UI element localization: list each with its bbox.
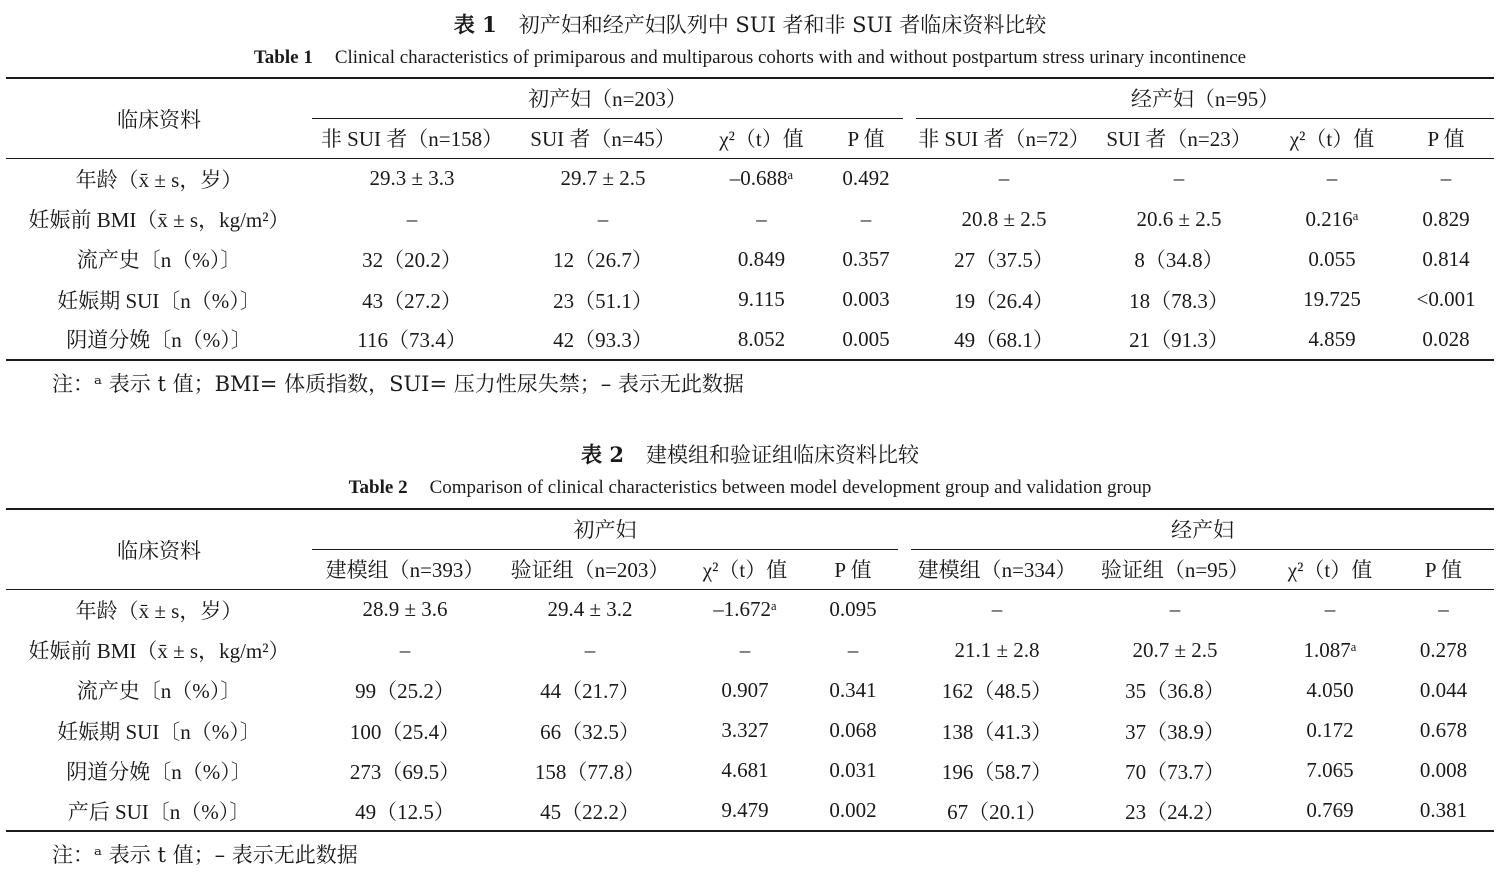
table1-gap [903,78,916,118]
table-cell: 0.849 [737,246,786,271]
table-cell: 21.1 ± 2.8 [954,637,1040,662]
table-cell: 9.115 [738,287,785,312]
table1-col-header: P 值 [829,118,903,158]
table-row [6,630,1494,670]
table-cell: 0.003 [842,287,890,312]
table-cell: 67（20.1） [911,791,1083,831]
table1-title-en: Clinical characteristics of primiparous and multiparous cohorts with and without postpartum stress urinary incontinence [334,47,1247,68]
table1 [6,77,1494,361]
table-gap [903,320,916,360]
table-cell: 0.492 [842,166,890,191]
table-cell: 43（27.2） [362,288,462,313]
table-cell: 7.065 [1306,758,1354,783]
table-row [6,320,1494,360]
table-gap [898,791,911,831]
row-label: 阴道分娩〔n（%）〕 [6,320,312,360]
table-cell: 273（69.5） [349,759,461,784]
table-gap [898,590,911,630]
table-row [6,590,1494,630]
table-gap [898,630,911,670]
table-cell: 0.678 [1419,718,1468,743]
table-cell: –1.672ᵃ [713,597,777,622]
table-cell: – [847,637,859,662]
table2-gap [898,509,911,549]
table-row [6,279,1494,319]
table2-col-header: χ²（t）值 [1267,549,1393,589]
table-gap [903,279,916,319]
table-cell: – [1438,597,1449,622]
table-cell: 100（25.4） [349,719,461,744]
table-cell: 66（32.5） [540,719,640,744]
table2-col-header: 验证组（n=203） [498,549,682,589]
table-cell: – [998,166,1010,191]
table2-col-header: P 值 [1393,549,1494,589]
row-label: 产后 SUI〔n（%）〕 [6,791,312,831]
table1-group-primiparous: 初产妇（n=203） [312,78,903,118]
table1-col-header: SUI 者（n=23） [1092,118,1266,158]
table-row [6,199,1494,239]
table-cell: 196（58.7） [941,759,1053,784]
table-gap [903,239,916,279]
table-cell: 4.050 [1306,677,1354,702]
table-cell: 49（68.1） [916,320,1092,360]
table-cell: 70（73.7） [1125,759,1225,784]
table-cell: 0.008 [1419,758,1468,783]
row-label: 妊娠期 SUI〔n（%）〕 [57,719,261,744]
table-cell: 28.9 ± 3.6 [362,597,448,622]
table-cell: 162（48.5） [941,679,1053,704]
table-gap [898,710,911,750]
table-cell: 0.172 [1306,718,1354,743]
table1-caption-en [0,46,1500,70]
table1-note: 注：ᵃ 表示 t 值；BMI= 体质指数，SUI= 压力性尿失禁；– 表示无此数据 [52,372,744,396]
table2-title-cn: 建模组和验证组临床资料比较 [645,443,919,467]
table-cell: 8.052 [694,320,829,360]
table1-group-multiparous: 经产妇（n=95） [916,78,1494,118]
table-cell: 49（12.5） [312,791,498,831]
table-cell: 12（26.7） [553,248,653,273]
row-label: 妊娠期 SUI〔n（%）〕 [57,288,261,313]
table-cell: 23（51.1） [553,288,653,313]
table-cell: – [860,206,872,231]
table-cell: 44（21.7） [540,679,640,704]
table-cell: 0.814 [1422,246,1470,271]
table-cell: 3.327 [721,718,769,743]
table-cell: 27（37.5） [954,248,1054,273]
table-cell: 0.055 [1308,246,1356,271]
table-gap [903,159,916,199]
table-gap [903,199,916,239]
table-cell: 0.357 [842,246,890,271]
table-cell: – [991,597,1003,622]
table-cell: 18（78.3） [1129,288,1229,313]
table2-group-multiparous: 经产妇 [911,509,1494,549]
table2-header-row-1 [6,509,1494,549]
table-cell: 0.829 [1422,206,1470,231]
table-cell: <0.001 [1416,287,1476,312]
table-cell: 0.278 [1419,637,1468,662]
table-cell: – [406,206,418,231]
table-row [6,159,1494,199]
table2-col-header: χ²（t）值 [682,549,808,589]
table1-row-header: 临床资料 [6,78,312,159]
table-cell: 0.005 [829,320,903,360]
table-cell: 0.095 [829,597,877,622]
table-cell: – [399,637,411,662]
table-cell: 21（91.3） [1092,320,1266,360]
table2 [6,508,1494,832]
table2-col-header: 建模组（n=334） [911,549,1083,589]
table-cell: 29.4 ± 3.2 [547,597,633,622]
table2-group-primiparous: 初产妇 [312,509,898,549]
table-cell: 45（22.2） [498,791,682,831]
table2-col-header: P 值 [808,549,898,589]
table2-title-en: Comparison of clinical characteristics between model development group and validation group [429,477,1152,498]
table-cell: – [597,206,609,231]
table1-caption-cn [0,12,1500,38]
table-cell: 0.044 [1419,677,1468,702]
row-label: 妊娠前 BMI（x̄ ± s，kg/m²） [28,208,290,233]
table-cell: – [1440,166,1452,191]
table-cell: 0.002 [808,791,898,831]
table1-col-header: χ²（t）值 [1266,118,1398,158]
table-cell: 0.216ᵃ [1305,206,1359,231]
row-label: 年龄（x̄ ± s，岁） [75,598,243,623]
table1-col-header: 非 SUI 者（n=72） [916,118,1092,158]
table-gap [898,670,911,710]
table-cell: 42（93.3） [512,320,694,360]
table1-col-header: SUI 者（n=45） [512,118,694,158]
row-label: 阴道分娩〔n（%）〕 [66,759,252,784]
table-gap [898,751,911,791]
table2-number-en: Table 2 [348,477,408,498]
table2-row-header: 临床资料 [6,509,312,590]
table-cell: 0.068 [829,718,877,743]
table-cell: 20.7 ± 2.5 [1132,637,1218,662]
table-cell: 0.028 [1398,320,1494,360]
table1-col-header: P 值 [1398,118,1494,158]
table-cell: – [1324,597,1336,622]
table-cell: – [1326,166,1338,191]
table-cell: – [1169,597,1181,622]
table-cell: 138（41.3） [941,719,1053,744]
row-label: 流产史〔n（%）〕 [76,679,242,704]
table1-col-header: 非 SUI 者（n=158） [312,118,512,158]
table1-number-cn: 表 1 [453,12,497,37]
table-cell: 37（38.9） [1125,719,1225,744]
table-row [6,239,1494,279]
table-cell: 116（73.4） [312,320,512,360]
row-label: 流产史〔n（%）〕 [76,248,242,273]
table2-caption-cn [0,442,1500,468]
table-cell: 99（25.2） [355,679,455,704]
table-row [6,751,1494,791]
table-cell: 0.381 [1393,791,1494,831]
table1-number-en: Table 1 [253,47,313,68]
table-cell: – [739,637,751,662]
table1-header-row-1 [6,78,1494,118]
table-cell: – [1173,166,1185,191]
row-label: 妊娠前 BMI（x̄ ± s，kg/m²） [28,639,290,664]
table-cell: 20.8 ± 2.5 [961,206,1047,231]
table-cell: 0.769 [1267,791,1393,831]
table-cell: – [756,206,767,231]
table-cell: 20.6 ± 2.5 [1136,206,1222,231]
table-row [6,791,1494,831]
table-cell: 0.907 [721,677,769,702]
table-cell: 9.479 [682,791,808,831]
table-cell: 32（20.2） [362,248,462,273]
table2-col-header: 验证组（n=95） [1083,549,1267,589]
table-cell: 23（24.2） [1083,791,1267,831]
row-label: 年龄（x̄ ± s，岁） [75,167,243,192]
table-cell: 0.031 [829,758,877,783]
table-cell: 0.341 [829,677,877,702]
table1-gap [903,118,916,158]
table-row [6,710,1494,750]
table-cell: 4.681 [721,758,769,783]
table-cell: 35（36.8） [1125,679,1225,704]
table2-caption-en [0,476,1500,500]
table-cell: 4.859 [1266,320,1398,360]
table-cell: 29.7 ± 2.5 [560,166,646,191]
table-cell: 158（77.8） [534,759,646,784]
table1-title-cn: 初产妇和经产妇队列中 SUI 者和非 SUI 者临床资料比较 [518,13,1047,37]
table-cell: –0.688ᵃ [729,166,794,191]
table-cell: – [584,637,596,662]
table-row [6,670,1494,710]
table-cell: 19.725 [1303,287,1361,312]
table2-number-cn: 表 2 [581,442,624,467]
table-cell: 19（26.4） [954,288,1054,313]
table-cell: 8（34.8） [1134,248,1224,273]
table2-note: 注：ᵃ 表示 t 值；– 表示无此数据 [52,843,358,867]
table-cell: 1.087ᵃ [1303,637,1357,662]
table1-col-header: χ²（t）值 [694,118,829,158]
table2-gap [898,549,911,589]
table2-col-header: 建模组（n=393） [312,549,498,589]
table-cell: 29.3 ± 3.3 [369,166,455,191]
